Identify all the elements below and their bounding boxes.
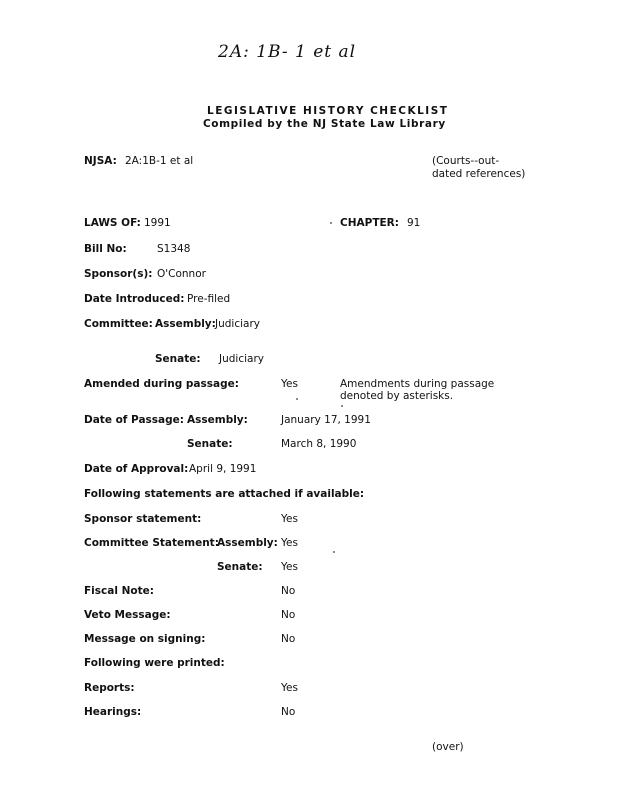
amended-value: Yes	[281, 378, 298, 390]
passage-senate-label: Senate:	[187, 438, 233, 450]
committee-statement-senate-value: Yes	[281, 561, 298, 573]
njsa-note-line1: (Courts--out-	[432, 155, 500, 167]
committee-assembly-value: Judiciary	[215, 318, 260, 330]
amended-label: Amended during passage:	[84, 378, 239, 390]
committee-label: Committee:	[84, 318, 153, 330]
laws-of-label: LAWS OF:	[84, 217, 141, 229]
document-title: LEGISLATIVE HISTORY CHECKLIST	[207, 105, 449, 117]
date-of-approval-label: Date of Approval:	[84, 463, 189, 475]
scan-speck	[341, 405, 343, 407]
sponsor-statement-label: Sponsor statement:	[84, 513, 202, 525]
reports-label: Reports:	[84, 682, 135, 694]
hearings-label: Hearings:	[84, 706, 142, 718]
passage-senate-value: March 8, 1990	[281, 438, 357, 450]
scan-speck	[296, 398, 298, 400]
chapter-value: 91	[407, 217, 421, 229]
njsa-label: NJSA:	[84, 155, 117, 167]
date-introduced-label: Date Introduced:	[84, 293, 185, 305]
veto-message-value: No	[281, 609, 296, 621]
amended-note-line1: Amendments during passage	[340, 378, 495, 390]
hearings-value: No	[281, 706, 296, 718]
date-of-approval-value: April 9, 1991	[189, 463, 257, 475]
committee-senate-label: Senate:	[155, 353, 201, 365]
fiscal-note-value: No	[281, 585, 296, 597]
document-subtitle: Compiled by the NJ State Law Library	[203, 118, 446, 130]
message-on-signing-value: No	[281, 633, 296, 645]
reports-value: Yes	[281, 682, 298, 694]
committee-statement-label: Committee Statement:	[84, 537, 219, 549]
scan-speck	[330, 222, 332, 224]
committee-senate-value: Judiciary	[219, 353, 264, 365]
njsa-value: 2A:1B-1 et al	[125, 155, 194, 167]
sponsors-value: O'Connor	[157, 268, 206, 280]
following-printed-heading: Following were printed:	[84, 657, 225, 669]
passage-assembly-label: Assembly:	[187, 414, 248, 426]
committee-assembly-label: Assembly:	[155, 318, 216, 330]
chapter-label: CHAPTER:	[340, 217, 399, 229]
passage-assembly-value: January 17, 1991	[281, 414, 371, 426]
date-of-passage-label: Date of Passage:	[84, 414, 184, 426]
veto-message-label: Veto Message:	[84, 609, 171, 621]
committee-statement-assembly-label: Assembly:	[217, 537, 278, 549]
bill-no-label: Bill No:	[84, 243, 127, 255]
message-on-signing-label: Message on signing:	[84, 633, 206, 645]
sponsor-statement-value: Yes	[281, 513, 298, 525]
handwritten-citation: 2A: 1B- 1 et al	[218, 42, 357, 62]
scan-speck	[333, 551, 335, 553]
sponsors-label: Sponsor(s):	[84, 268, 153, 280]
amended-note-line2: denoted by asterisks.	[340, 390, 454, 402]
laws-of-value: 1991	[144, 217, 171, 229]
committee-statement-assembly-value: Yes	[281, 537, 298, 549]
date-introduced-value: Pre-filed	[187, 293, 231, 305]
following-attached-heading: Following statements are attached if available:	[84, 488, 365, 500]
committee-statement-senate-label: Senate:	[217, 561, 263, 573]
bill-no-value: S1348	[157, 243, 191, 255]
njsa-note-line2: dated references)	[432, 168, 526, 180]
fiscal-note-label: Fiscal Note:	[84, 585, 154, 597]
over-note: (over)	[432, 741, 464, 753]
